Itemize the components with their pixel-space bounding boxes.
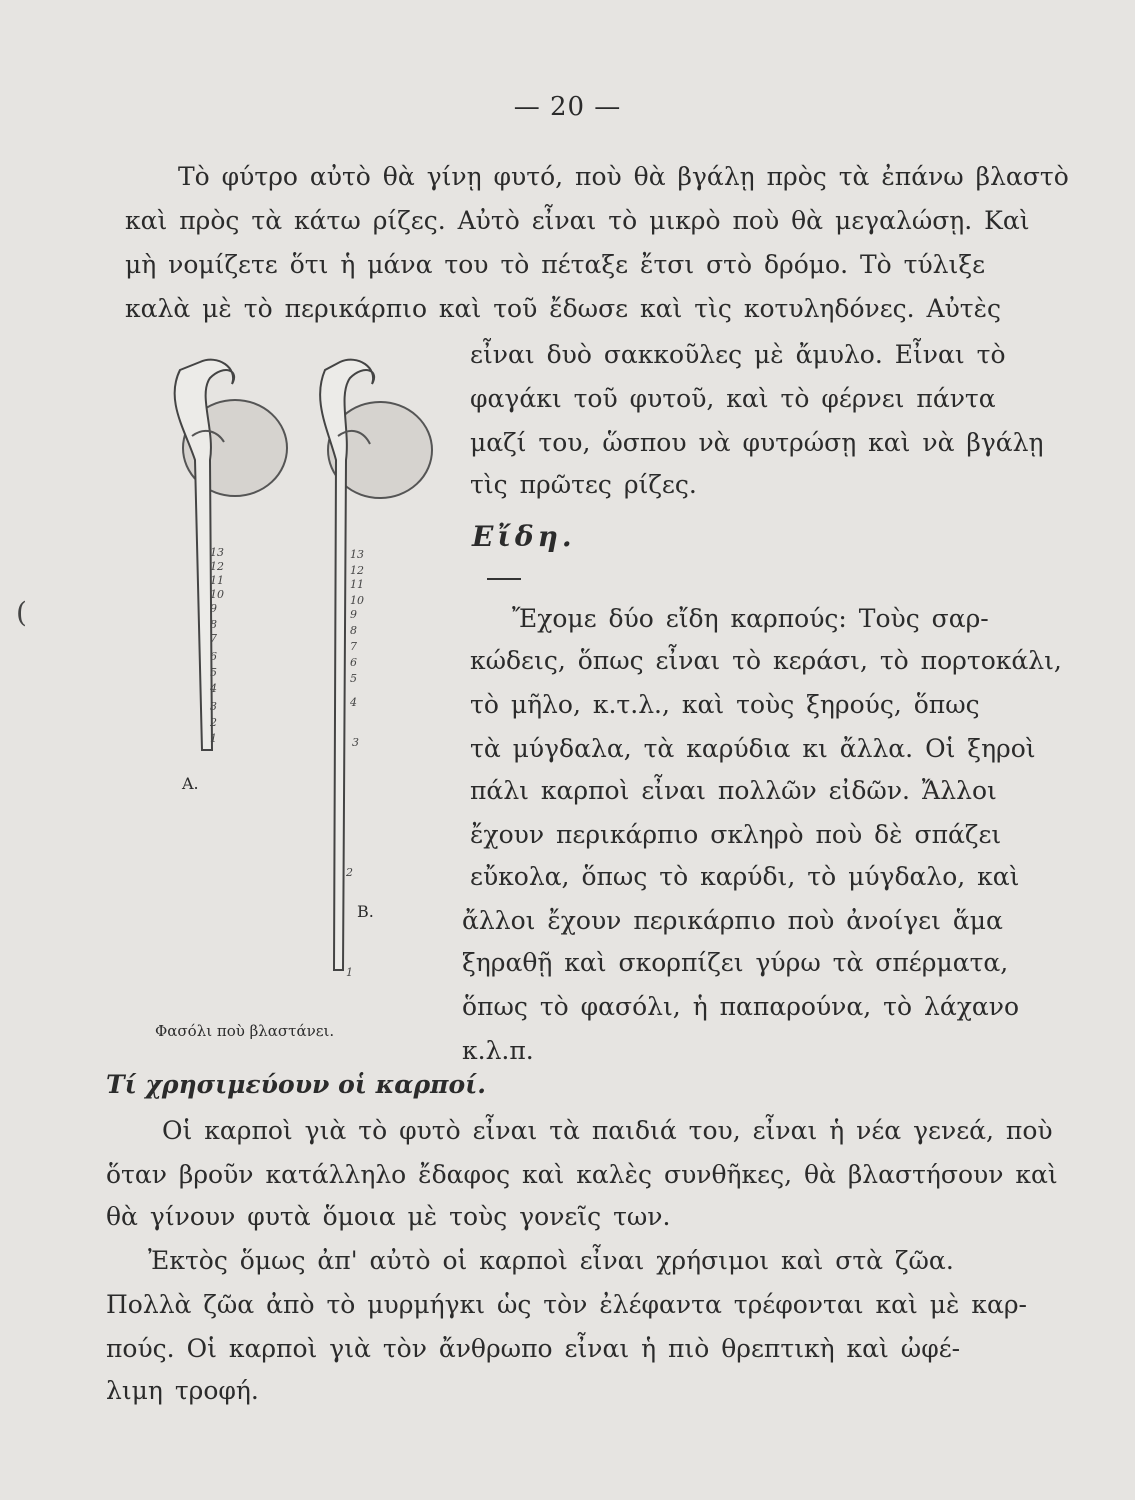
text-line: φαγάκι τοῦ φυτοῦ, καὶ τὸ φέρνει πάντα bbox=[470, 384, 996, 413]
text-line: τὸ μῆλο, κ.τ.λ., καὶ τοὺς ξηρούς, ὅπως bbox=[470, 690, 980, 719]
scale-b-label: 8 bbox=[350, 624, 357, 637]
scale-a-label: 11 bbox=[210, 574, 224, 587]
scale-b-label: 13 bbox=[350, 548, 364, 561]
scale-b-label: 2 bbox=[346, 866, 353, 879]
scale-a-label: 3 bbox=[210, 700, 217, 713]
section-heading-uses: Τί χρησιμεύουν οἱ καρποί. bbox=[106, 1070, 486, 1099]
scale-a-label: 5 bbox=[210, 666, 217, 679]
text-line: ὅταν βροῦν κατάλληλο ἔδαφος καὶ καλὲς συνθῆκες, θὰ βλαστήσουν καὶ bbox=[106, 1160, 1058, 1189]
text-line: Ἔχομε δύο εἴδη καρπούς: Τοὺς σαρ- bbox=[512, 604, 989, 633]
figure-label-b: B. bbox=[357, 902, 374, 921]
text-line: πάλι καρποὶ εἶναι πολλῶν εἰδῶν. Ἄλλοι bbox=[470, 776, 997, 805]
scale-b-label: 9 bbox=[350, 608, 357, 621]
text-line: θὰ γίνουν φυτὰ ὅμοια μὲ τοὺς γονεῖς των. bbox=[106, 1202, 671, 1231]
scale-b-label: 3 bbox=[352, 736, 359, 749]
scale-a-label: 13 bbox=[210, 546, 224, 559]
scale-a-label: 7 bbox=[210, 632, 217, 645]
margin-mark: ( bbox=[16, 596, 27, 629]
scale-b-label: 4 bbox=[350, 696, 357, 709]
text-line: ξηραθῇ καὶ σκορπίζει γύρω τὰ σπέρματα, bbox=[462, 948, 1009, 977]
scale-b-label: 12 bbox=[350, 564, 364, 577]
scale-a-label: 1 bbox=[210, 732, 217, 745]
text-line: Τὸ φύτρο αὐτὸ θὰ γίνῃ φυτό, ποὺ θὰ βγάλῃ πρὸς τὰ ἐπάνω βλαστὸ bbox=[178, 162, 1069, 191]
scale-b-label: 6 bbox=[350, 656, 357, 669]
bean-seedling-figure bbox=[140, 340, 450, 990]
scale-b-label: 5 bbox=[350, 672, 357, 685]
scale-a-label: 9 bbox=[210, 602, 217, 615]
seedling-b-drawing bbox=[320, 360, 432, 970]
text-line: καὶ πρὸς τὰ κάτω ρίζες. Αὐτὸ εἶναι τὸ μικρὸ ποὺ θὰ μεγαλώσῃ. Καὶ bbox=[125, 206, 1030, 235]
scale-a-label: 10 bbox=[210, 588, 224, 601]
heading-rule bbox=[487, 578, 521, 580]
figure-caption: Φασόλι ποὺ βλαστάνει. bbox=[155, 1022, 335, 1040]
scale-a-label: 12 bbox=[210, 560, 224, 573]
text-line: εὔκολα, ὅπως τὸ καρύδι, τὸ μύγδαλο, καὶ bbox=[470, 862, 1020, 891]
text-line: κ.λ.π. bbox=[462, 1036, 534, 1065]
page-number: — 20 — bbox=[513, 92, 622, 122]
text-line: ὅπως τὸ φασόλι, ἡ παπαρούνα, τὸ λάχανο bbox=[462, 992, 1019, 1021]
scale-b-label: 7 bbox=[350, 640, 357, 653]
figure-label-a: A. bbox=[182, 774, 199, 793]
text-line: ἄλλοι ἔχουν περικάρπιο ποὺ ἀνοίγει ἅμα bbox=[462, 906, 1003, 935]
text-line: τὰ μύγδαλα, τὰ καρύδια κι ἄλλα. Οἱ ξηροὶ bbox=[470, 734, 1036, 763]
text-line: εἶναι δυὸ σακκοῦλες μὲ ἄμυλο. Εἶναι τὸ bbox=[470, 340, 1006, 369]
text-line: πούς. Οἱ καρποὶ γιὰ τὸν ἄνθρωπο εἶναι ἡ πιὸ θρεπτικὴ καὶ ὠφέ- bbox=[106, 1334, 961, 1363]
scale-b-label: 10 bbox=[350, 594, 364, 607]
text-line: λιμη τροφή. bbox=[106, 1376, 259, 1405]
section-heading-eidi: Εἴδη. bbox=[472, 520, 576, 553]
text-line: Οἱ καρποὶ γιὰ τὸ φυτὸ εἶναι τὰ παιδιά του, εἶναι ἡ νέα γενεά, ποὺ bbox=[162, 1116, 1053, 1145]
scale-a-label: 2 bbox=[210, 716, 217, 729]
text-line: Πολλὰ ζῶα ἀπὸ τὸ μυρμήγκι ὡς τὸν ἐλέφαντα τρέφονται καὶ μὲ καρ- bbox=[106, 1290, 1027, 1319]
text-line: ἔχουν περικάρπιο σκληρὸ ποὺ δὲ σπάζει bbox=[470, 820, 1002, 849]
scale-a-label: 8 bbox=[210, 618, 217, 631]
scale-a-label: 4 bbox=[210, 682, 217, 695]
text-line: μαζί του, ὥσπου νὰ φυτρώσῃ καὶ νὰ βγάλῃ bbox=[470, 428, 1044, 457]
text-line: τὶς πρῶτες ρίζες. bbox=[470, 470, 697, 499]
text-line: κώδεις, ὅπως εἶναι τὸ κεράσι, τὸ πορτοκάλι, bbox=[470, 646, 1062, 675]
scale-a-label: 6 bbox=[210, 650, 217, 663]
text-line: Ἐκτὸς ὅμως ἀπ' αὐτὸ οἱ καρποὶ εἶναι χρήσιμοι καὶ στὰ ζῶα. bbox=[148, 1246, 954, 1275]
text-line: καλὰ μὲ τὸ περικάρπιο καὶ τοῦ ἔδωσε καὶ τὶς κοτυληδόνες. Αὐτὲς bbox=[125, 294, 1002, 323]
text-line: μὴ νομίζετε ὅτι ἡ μάνα του τὸ πέταξε ἔτσι στὸ δρόμο. Τὸ τύλιξε bbox=[125, 250, 986, 279]
scale-b-label: 1 bbox=[346, 966, 353, 979]
seedling-a-drawing bbox=[175, 360, 287, 750]
scale-b-label: 11 bbox=[350, 578, 364, 591]
